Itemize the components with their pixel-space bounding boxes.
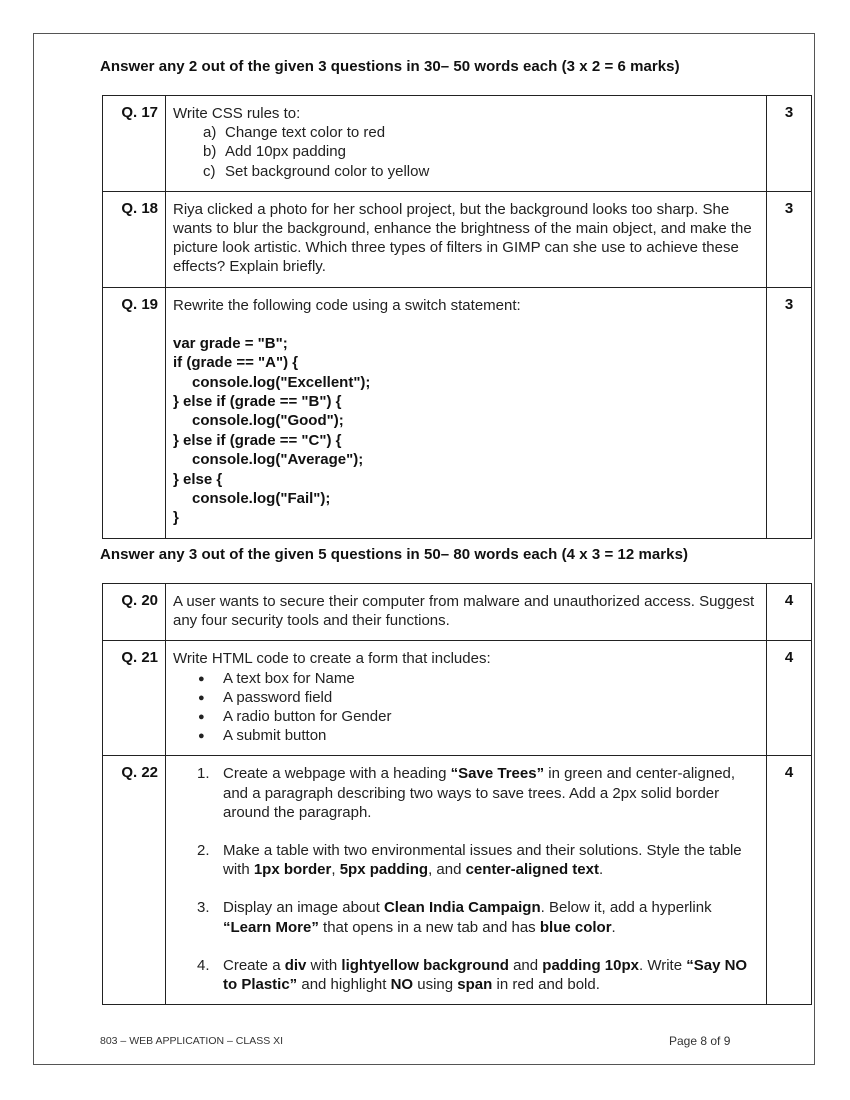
code-line: console.log("Good"); bbox=[192, 412, 344, 430]
question-row bbox=[103, 756, 812, 1005]
task-text: , and bbox=[428, 861, 466, 879]
question-marks: 3 bbox=[767, 191, 812, 287]
code-line: var grade = "B"; bbox=[173, 334, 288, 352]
question-row bbox=[103, 641, 812, 756]
task-text: and highlight bbox=[297, 976, 391, 994]
sub-question-label: a) bbox=[203, 124, 217, 142]
question-marks: 3 bbox=[767, 96, 812, 192]
code-line: console.log("Fail"); bbox=[192, 490, 331, 508]
sub-question-text: Add 10px padding bbox=[225, 143, 346, 161]
question-row bbox=[103, 584, 812, 641]
code-line: } else if (grade == "B") { bbox=[173, 393, 342, 411]
sub-question-list bbox=[173, 123, 758, 181]
section-2-heading: Answer any 3 out of the given 5 questions in 50– 80 words each (4 x 3 = 12 marks) bbox=[100, 546, 689, 563]
question-number: Q. 21 bbox=[103, 641, 166, 756]
sub-question bbox=[173, 123, 758, 142]
task-item bbox=[173, 841, 758, 879]
task-text: . Write bbox=[638, 956, 687, 974]
bullet-item: ● A password field bbox=[173, 688, 758, 707]
task-text: that opens in a new tab and has bbox=[318, 918, 540, 936]
question-row bbox=[103, 287, 812, 538]
question-body bbox=[166, 287, 767, 538]
task-emphasis: 1px border bbox=[253, 861, 332, 879]
question-body bbox=[166, 96, 767, 192]
sub-question-label: c) bbox=[203, 162, 216, 180]
task-text: Make a table with two environmental issues and their solutions. Style the table with bbox=[223, 842, 742, 879]
task-text: Display an image about bbox=[223, 899, 384, 917]
code-line: console.log("Excellent"); bbox=[192, 373, 371, 391]
task-text: Create a webpage with a heading bbox=[223, 765, 451, 783]
question-number: Q. 18 bbox=[103, 191, 166, 287]
task-text: with bbox=[306, 956, 342, 974]
task-text: . Below it, add a hyperlink bbox=[540, 899, 712, 917]
question-intro: Rewrite the following code using a switch statement: bbox=[173, 296, 521, 314]
task-text: . bbox=[611, 918, 616, 936]
task-text: in red and bold. bbox=[492, 976, 600, 994]
footer-page-number: Page 8 of 9 bbox=[669, 1034, 731, 1048]
question-body bbox=[166, 756, 767, 1005]
task-text: in green and center-aligned, and a paragraph describing two ways to save trees. Add a 2px solid border around the paragraph. bbox=[223, 765, 736, 821]
question-body bbox=[166, 191, 767, 287]
question-intro: Write CSS rules to: bbox=[173, 105, 301, 122]
task-number: 2. bbox=[197, 842, 210, 860]
question-number: Q. 19 bbox=[103, 287, 166, 538]
task-item bbox=[173, 956, 758, 994]
question-marks: 3 bbox=[767, 287, 812, 538]
bullet-item: ● A submit button bbox=[173, 726, 758, 745]
task-text: , bbox=[331, 861, 340, 879]
question-body bbox=[166, 584, 767, 641]
task-text: . bbox=[598, 861, 604, 879]
question-number: Q. 17 bbox=[103, 96, 166, 192]
bullet-item: ● A text box for Name bbox=[173, 669, 758, 688]
task-list bbox=[173, 764, 758, 994]
task-emphasis: span bbox=[457, 976, 493, 994]
sub-question bbox=[173, 162, 758, 181]
task-emphasis: “Save Trees” bbox=[450, 765, 545, 783]
code-line: } else { bbox=[173, 470, 223, 488]
sub-question-label: b) bbox=[203, 143, 217, 161]
task-emphasis: “Say NO to Plastic” bbox=[223, 956, 748, 994]
task-emphasis: lightyellow background bbox=[341, 956, 509, 974]
sub-question-text: Set background color to yellow bbox=[225, 162, 430, 180]
task-emphasis: Clean India Campaign bbox=[383, 899, 541, 917]
question-intro: Write HTML code to create a form that includes: bbox=[173, 650, 491, 668]
task-number: 1. bbox=[197, 765, 210, 783]
section-1-question-table bbox=[102, 95, 812, 539]
question-row bbox=[103, 96, 812, 192]
sub-question bbox=[173, 142, 758, 161]
task-emphasis: center-aligned text bbox=[465, 861, 599, 879]
question-marks: 4 bbox=[767, 641, 812, 756]
task-emphasis: “Learn More” bbox=[223, 918, 319, 936]
bullet-item: ● A radio button for Gender bbox=[173, 707, 758, 726]
question-number: Q. 22 bbox=[103, 756, 166, 1005]
question-marks: 4 bbox=[767, 584, 812, 641]
question-text: A user wants to secure their computer from malware and unauthorized access. Suggest any four security tools and their functions. bbox=[173, 593, 755, 630]
code-line: if (grade == "A") { bbox=[173, 354, 299, 372]
task-emphasis: 5px padding bbox=[339, 861, 429, 879]
question-row bbox=[103, 191, 812, 287]
question-body bbox=[166, 641, 767, 756]
code-line: } else if (grade == "C") { bbox=[173, 431, 342, 449]
task-text: Create a bbox=[223, 956, 285, 974]
code-line: console.log("Average"); bbox=[192, 451, 364, 469]
task-text: using bbox=[413, 976, 458, 994]
question-number: Q. 20 bbox=[103, 584, 166, 641]
task-emphasis: NO bbox=[390, 976, 414, 994]
task-text: and bbox=[508, 956, 543, 974]
task-emphasis: padding 10px bbox=[542, 956, 639, 974]
section-2-question-table bbox=[102, 583, 812, 1005]
question-marks: 4 bbox=[767, 756, 812, 1005]
task-item bbox=[173, 898, 758, 936]
question-text: Riya clicked a photo for her school project, but the background looks too sharp. She wants to blur the background, enhance the brightness of the main object, and make the picture look artistic. Which three types of filters in GIMP can she use to achieve these effects? Explain briefly. bbox=[173, 200, 752, 276]
task-emphasis: div bbox=[284, 956, 307, 974]
footer-course-label: 803 – WEB APPLICATION – CLASS XI bbox=[100, 1035, 284, 1047]
code-block bbox=[173, 334, 758, 528]
bullet-list bbox=[173, 669, 758, 746]
section-1-heading: Answer any 2 out of the given 3 questions in 30– 50 words each (3 x 2 = 6 marks) bbox=[100, 58, 680, 75]
code-line: } bbox=[173, 509, 179, 527]
task-item bbox=[173, 764, 758, 822]
task-number: 4. bbox=[197, 956, 210, 974]
task-emphasis: blue color bbox=[539, 918, 612, 936]
sub-question-text: Change text color to red bbox=[225, 124, 386, 142]
task-number: 3. bbox=[197, 899, 210, 917]
